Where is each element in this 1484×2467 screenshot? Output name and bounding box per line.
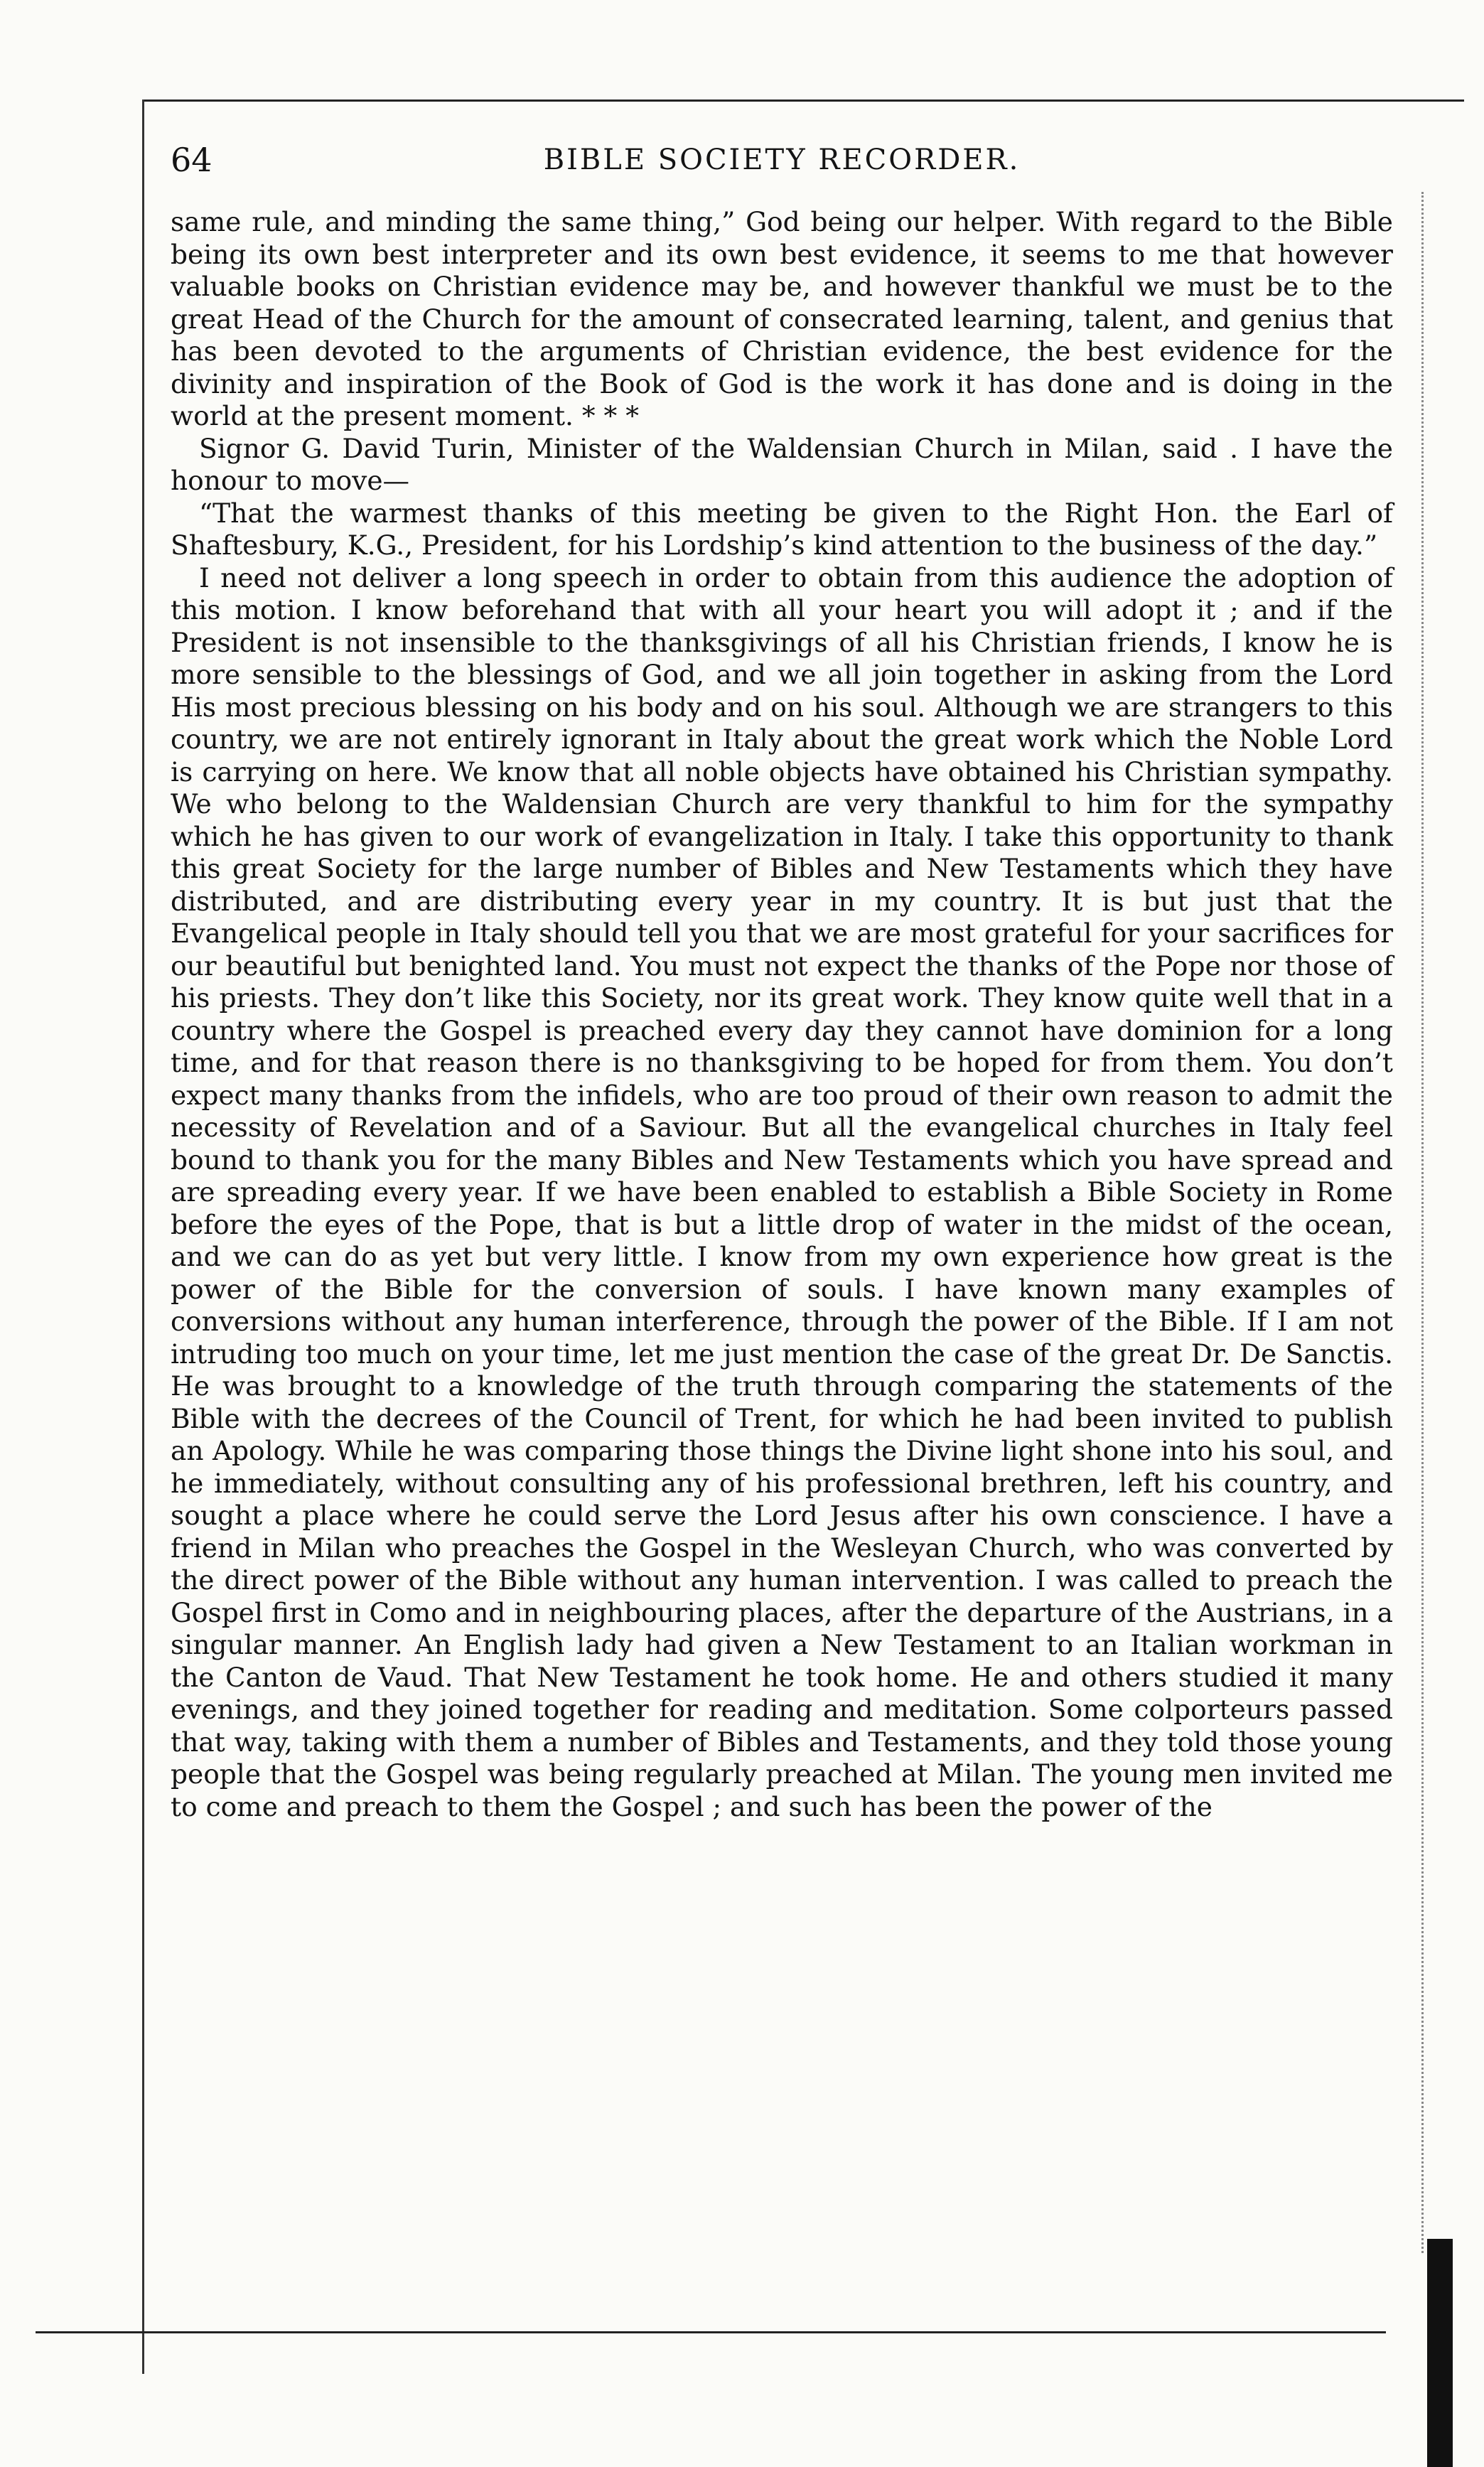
running-title: BIBLE SOCIETY RECORDER. — [543, 144, 1021, 176]
paragraph-speaker-intro: Signor G. David Turin, Minister of the Waldensian Church in Milan, said . I have the honour to move— — [171, 432, 1393, 496]
page-number: 64 — [171, 141, 213, 179]
top-rule — [142, 100, 1464, 102]
paragraph-continued: same rule, and minding the same thing,” God being our helper. With regard to the Bible being its own best interpreter and its own best evidence, it seems to me that however valuable books on Christian evidence may be, and however thankful we must be to the great Head of the Church for the amount of consecrated learning, talent, and genius that has been devoted to the arguments of Christian evidence, the best evidence for the divinity and inspiration of the Book of God is the work it has done and is doing in the world at the present moment. * * * — [171, 206, 1393, 431]
article-body — [171, 206, 1393, 2310]
margin-specks — [1421, 192, 1431, 2253]
bottom-rule — [36, 2331, 1386, 2333]
left-rule — [142, 100, 144, 2374]
running-head — [171, 135, 1393, 185]
paragraph-motion: “That the warmest thanks of this meeting be given to the Right Hon. the Earl of Shaftesbury, K.G., President, for his Lordship’s kind attention to the business of the day.” — [171, 497, 1393, 561]
paragraph-speech: I need not deliver a long speech in order to obtain from this audience the adoption of this motion. I know beforehand that with all your heart you will adopt it ; and if the President is not insensible to the thanksgivings of all his Christian friends, I know he is more sensible to the blessings of God, and we all join together in asking from the Lord His most precious blessing on his body and on his soul. Although we are strangers to this country, we are not entirely ignorant in Italy about the great work which the Noble Lord is carrying on here. We know that all noble objects have obtained his Christian sympathy. We who belong to the Waldensian Church are very thankful to him for the sympathy which he has given to our work of evangelization in Italy. I take this opportunity to thank this great Society for the large number of Bibles and New Testaments which they have distributed, and are distributing every year in my country. It is but just that the Evangelical people in Italy should tell you that we are most grateful for your sacrifices for our beautiful but benighted land. You must not expect the thanks of the Pope nor those of his priests. They don’t like this Society, nor its great work. They know quite well that in a country where the Gospel is preached every day they cannot have dominion for a long time, and for that reason there is no thanksgiving to be hoped for from them. You don’t expect many thanks from the infidels, who are too proud of their own reason to admit the necessity of Revelation and of a Saviour. But all the evangelical churches in Italy feel bound to thank you for the many Bibles and New Testaments which you have spread and are spreading every year. If we have been enabled to establish a Bible Society in Rome before the eyes of the Pope, that is but a little drop of water in the midst of the ocean, and we can do as yet but very little. I know from my own experience how great is the power of the Bible for the conversion of souls. I have known many examples of conversions without any human interference, through the power of the Bible. If I am not intruding too much on your time, let me just mention the case of the great Dr. De Sanctis. He was brought to a knowledge of the truth through comparing the statements of the Bible with the decrees of the Council of Trent, for which he had been invited to publish an Apology. While he was comparing those things the Divine light shone into his soul, and he immediately, without consulting any of his professional brethren, left his country, and sought a place where he could serve the Lord Jesus after his own conscience. I have a friend in Milan who preaches the Gospel in the Wesleyan Church, who was converted by the direct power of the Bible without any human intervention. I was called to preach the Gospel first in Como and in neighbouring places, after the departure of the Austrians, in a singular manner. An English lady had given a New Testament to an Italian workman in the Canton de Vaud. That New Testament he took home. He and others studied it many evenings, and they joined together for reading and meditation. Some colporteurs passed that way, taking with them a number of Bibles and Testaments, and they told those young people that the Gospel was being regularly preached at Milan. The young men invited me to come and preach to them the Gospel ; and such has been the power of the — [171, 561, 1393, 1822]
binding-edge — [1427, 2239, 1453, 2467]
